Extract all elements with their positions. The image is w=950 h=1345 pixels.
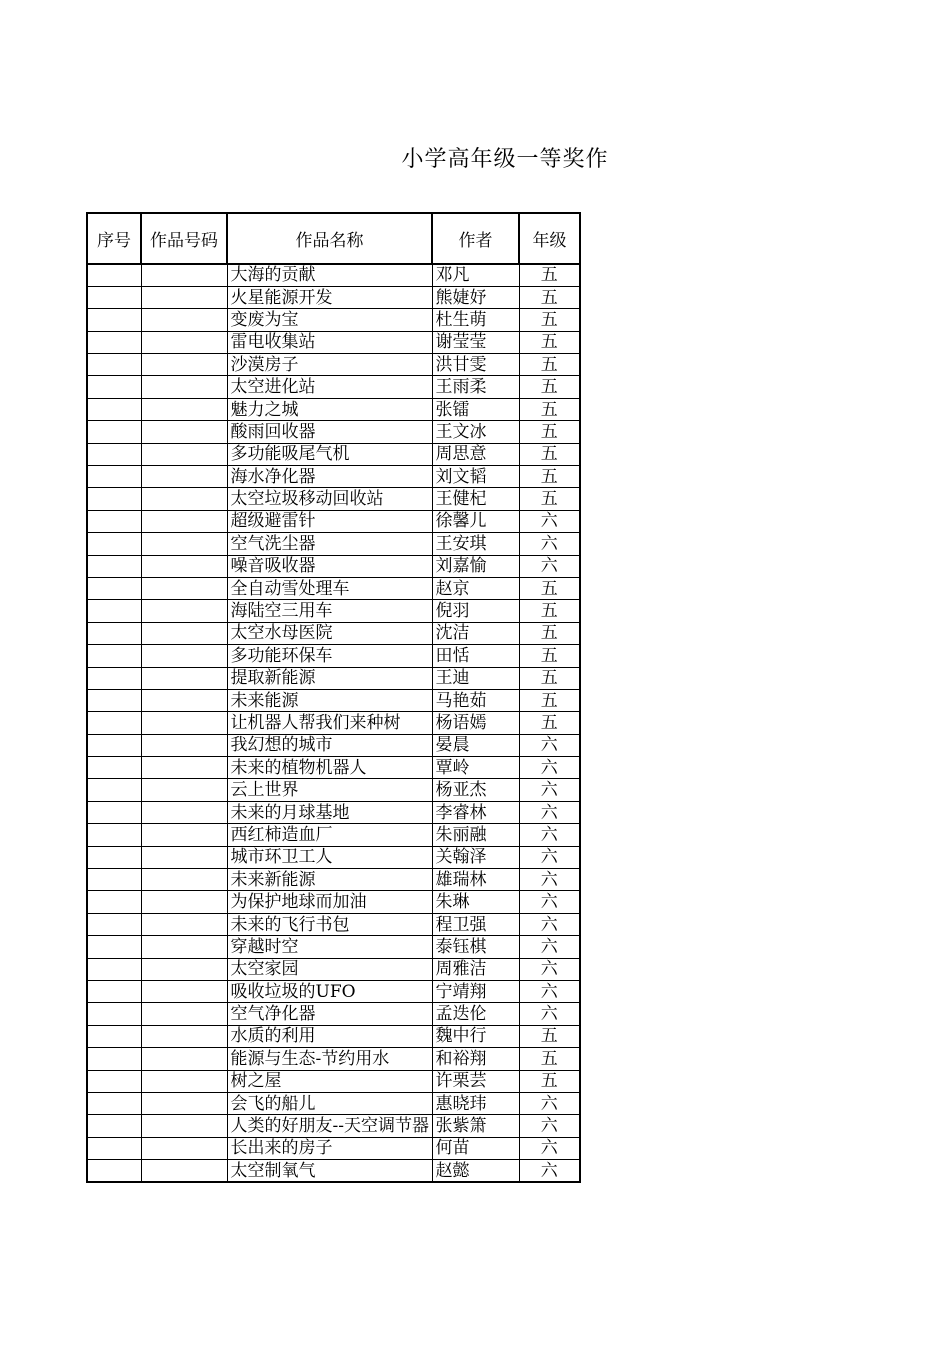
table-row	[87, 398, 580, 420]
cell-seq	[87, 869, 141, 891]
cell-code	[141, 936, 227, 958]
cell-code	[141, 577, 227, 599]
cell-grade: 六	[519, 936, 580, 958]
cell-author: 王安琪	[432, 533, 519, 555]
cell-grade: 六	[519, 757, 580, 779]
cell-code	[141, 824, 227, 846]
header-code: 作品号码	[141, 213, 227, 264]
cell-author: 马艳茹	[432, 689, 519, 711]
cell-seq	[87, 824, 141, 846]
cell-code	[141, 398, 227, 420]
cell-author: 杨亚杰	[432, 779, 519, 801]
cell-code	[141, 1048, 227, 1070]
cell-name: 太空水母医院	[227, 622, 432, 644]
cell-grade: 五	[519, 488, 580, 510]
cell-name: 未来能源	[227, 689, 432, 711]
cell-seq	[87, 466, 141, 488]
cell-code	[141, 1092, 227, 1114]
cell-seq	[87, 891, 141, 913]
cell-author: 田恬	[432, 645, 519, 667]
cell-author: 程卫强	[432, 913, 519, 935]
table-row	[87, 913, 580, 935]
cell-author: 徐馨儿	[432, 510, 519, 532]
cell-seq	[87, 600, 141, 622]
cell-name: 超级避雷针	[227, 510, 432, 532]
cell-grade: 五	[519, 421, 580, 443]
cell-author: 王迪	[432, 667, 519, 689]
table-row	[87, 331, 580, 353]
cell-author: 惠晓玮	[432, 1092, 519, 1114]
cell-seq	[87, 801, 141, 823]
cell-grade: 六	[519, 1137, 580, 1159]
table-row	[87, 600, 580, 622]
header-seq: 序号	[87, 213, 141, 264]
cell-author: 杨语嫣	[432, 712, 519, 734]
cell-seq	[87, 689, 141, 711]
cell-seq	[87, 421, 141, 443]
cell-name: 多功能吸尾气机	[227, 443, 432, 465]
cell-seq	[87, 1003, 141, 1025]
cell-name: 空气洗尘器	[227, 533, 432, 555]
cell-grade: 六	[519, 869, 580, 891]
table-row	[87, 1115, 580, 1137]
cell-seq	[87, 1160, 141, 1182]
cell-author: 泰钰棋	[432, 936, 519, 958]
cell-seq	[87, 622, 141, 644]
table-row	[87, 286, 580, 308]
cell-name: 海水净化器	[227, 466, 432, 488]
cell-name: 为保护地球而加油	[227, 891, 432, 913]
cell-name: 提取新能源	[227, 667, 432, 689]
cell-seq	[87, 645, 141, 667]
table-row	[87, 488, 580, 510]
table-row	[87, 510, 580, 532]
cell-grade: 五	[519, 600, 580, 622]
cell-author: 晏晨	[432, 734, 519, 756]
cell-code	[141, 555, 227, 577]
cell-author: 和裕翔	[432, 1048, 519, 1070]
table-row	[87, 712, 580, 734]
cell-grade: 五	[519, 443, 580, 465]
table-row	[87, 846, 580, 868]
table-row	[87, 443, 580, 465]
cell-name: 全自动雪处理车	[227, 577, 432, 599]
cell-name: 长出来的房子	[227, 1137, 432, 1159]
cell-code	[141, 1003, 227, 1025]
cell-code	[141, 757, 227, 779]
table-row	[87, 421, 580, 443]
cell-seq	[87, 264, 141, 286]
cell-name: 未来的植物机器人	[227, 757, 432, 779]
cell-author: 许栗芸	[432, 1070, 519, 1092]
cell-name: 树之屋	[227, 1070, 432, 1092]
cell-code	[141, 510, 227, 532]
cell-seq	[87, 1048, 141, 1070]
cell-author: 王雨柔	[432, 376, 519, 398]
cell-name: 我幻想的城市	[227, 734, 432, 756]
cell-grade: 六	[519, 824, 580, 846]
cell-code	[141, 958, 227, 980]
cell-name: 海陆空三用车	[227, 600, 432, 622]
table-row	[87, 689, 580, 711]
award-table	[86, 212, 581, 1183]
cell-name: 城市环卫工人	[227, 846, 432, 868]
cell-name: 让机器人帮我们来种树	[227, 712, 432, 734]
cell-grade: 六	[519, 779, 580, 801]
cell-seq	[87, 667, 141, 689]
cell-seq	[87, 488, 141, 510]
table-row	[87, 891, 580, 913]
cell-grade: 六	[519, 1115, 580, 1137]
cell-seq	[87, 555, 141, 577]
cell-seq	[87, 1092, 141, 1114]
cell-code	[141, 1137, 227, 1159]
cell-grade: 六	[519, 734, 580, 756]
cell-name: 人类的好朋友--天空调节器	[227, 1115, 432, 1137]
cell-author: 沈洁	[432, 622, 519, 644]
cell-code	[141, 712, 227, 734]
cell-code	[141, 354, 227, 376]
cell-name: 火星能源开发	[227, 286, 432, 308]
cell-code	[141, 264, 227, 286]
cell-seq	[87, 398, 141, 420]
table-row	[87, 1048, 580, 1070]
cell-name: 酸雨回收器	[227, 421, 432, 443]
cell-name: 太空垃圾移动回收站	[227, 488, 432, 510]
cell-author: 洪甘雯	[432, 354, 519, 376]
cell-grade: 五	[519, 376, 580, 398]
cell-author: 张紫箫	[432, 1115, 519, 1137]
cell-code	[141, 331, 227, 353]
cell-code	[141, 913, 227, 935]
cell-name: 沙漠房子	[227, 354, 432, 376]
table-row	[87, 1092, 580, 1114]
cell-grade: 六	[519, 846, 580, 868]
cell-code	[141, 779, 227, 801]
cell-seq	[87, 913, 141, 935]
cell-author: 朱琳	[432, 891, 519, 913]
cell-grade: 六	[519, 958, 580, 980]
cell-grade: 六	[519, 1003, 580, 1025]
table-row	[87, 1025, 580, 1047]
cell-grade: 五	[519, 309, 580, 331]
cell-grade: 五	[519, 1048, 580, 1070]
cell-name: 魅力之城	[227, 398, 432, 420]
cell-author: 宁靖翔	[432, 981, 519, 1003]
cell-grade: 五	[519, 622, 580, 644]
cell-code	[141, 488, 227, 510]
cell-grade: 六	[519, 555, 580, 577]
header-name: 作品名称	[227, 213, 432, 264]
cell-grade: 五	[519, 398, 580, 420]
cell-grade: 六	[519, 891, 580, 913]
table-row	[87, 824, 580, 846]
cell-author: 关翰泽	[432, 846, 519, 868]
cell-author: 刘文韬	[432, 466, 519, 488]
cell-code	[141, 645, 227, 667]
table-row	[87, 981, 580, 1003]
cell-name: 大海的贡献	[227, 264, 432, 286]
cell-grade: 六	[519, 801, 580, 823]
table-row	[87, 1160, 580, 1182]
cell-author: 周雅洁	[432, 958, 519, 980]
cell-author: 覃岭	[432, 757, 519, 779]
cell-name: 穿越时空	[227, 936, 432, 958]
cell-grade: 五	[519, 286, 580, 308]
cell-seq	[87, 1115, 141, 1137]
cell-grade: 六	[519, 913, 580, 935]
cell-code	[141, 622, 227, 644]
cell-grade: 五	[519, 1025, 580, 1047]
cell-author: 孟迭伦	[432, 1003, 519, 1025]
cell-seq	[87, 734, 141, 756]
cell-seq	[87, 1137, 141, 1159]
cell-grade: 六	[519, 1092, 580, 1114]
cell-code	[141, 734, 227, 756]
cell-code	[141, 667, 227, 689]
table-row	[87, 667, 580, 689]
table-row	[87, 466, 580, 488]
header-row	[87, 213, 580, 264]
cell-name: 太空制氧气	[227, 1160, 432, 1182]
cell-seq	[87, 936, 141, 958]
cell-grade: 六	[519, 1160, 580, 1182]
cell-name: 会飞的船儿	[227, 1092, 432, 1114]
cell-author: 谢莹莹	[432, 331, 519, 353]
cell-seq	[87, 331, 141, 353]
document-title: 小学高年级一等奖作	[401, 147, 609, 172]
cell-grade: 五	[519, 354, 580, 376]
cell-code	[141, 600, 227, 622]
cell-name: 云上世界	[227, 779, 432, 801]
cell-name: 未来新能源	[227, 869, 432, 891]
cell-code	[141, 1025, 227, 1047]
cell-name: 能源与生态-节约用水	[227, 1048, 432, 1070]
table-row	[87, 645, 580, 667]
cell-seq	[87, 1070, 141, 1092]
cell-author: 周思意	[432, 443, 519, 465]
cell-code	[141, 869, 227, 891]
cell-seq	[87, 443, 141, 465]
table-row	[87, 264, 580, 286]
header-author: 作者	[432, 213, 519, 264]
cell-seq	[87, 1025, 141, 1047]
cell-name: 变废为宝	[227, 309, 432, 331]
cell-name: 多功能环保车	[227, 645, 432, 667]
cell-author: 朱丽融	[432, 824, 519, 846]
cell-author: 王健杞	[432, 488, 519, 510]
cell-name: 未来的月球基地	[227, 801, 432, 823]
cell-name: 雷电收集站	[227, 331, 432, 353]
cell-name: 未来的飞行书包	[227, 913, 432, 935]
cell-author: 雄瑞林	[432, 869, 519, 891]
cell-code	[141, 891, 227, 913]
table-row	[87, 1003, 580, 1025]
cell-seq	[87, 577, 141, 599]
cell-grade: 五	[519, 645, 580, 667]
cell-code	[141, 1160, 227, 1182]
cell-seq	[87, 779, 141, 801]
cell-name: 太空家园	[227, 958, 432, 980]
cell-grade: 五	[519, 331, 580, 353]
cell-code	[141, 981, 227, 1003]
table-row	[87, 936, 580, 958]
table-body	[87, 264, 580, 1182]
cell-grade: 五	[519, 689, 580, 711]
cell-seq	[87, 757, 141, 779]
cell-grade: 五	[519, 712, 580, 734]
cell-code	[141, 1115, 227, 1137]
cell-author: 李睿林	[432, 801, 519, 823]
cell-seq	[87, 376, 141, 398]
cell-author: 刘嘉愉	[432, 555, 519, 577]
cell-name: 空气净化器	[227, 1003, 432, 1025]
cell-seq	[87, 286, 141, 308]
cell-code	[141, 286, 227, 308]
cell-code	[141, 376, 227, 398]
cell-grade: 五	[519, 466, 580, 488]
table-row	[87, 1070, 580, 1092]
cell-seq	[87, 846, 141, 868]
cell-seq	[87, 712, 141, 734]
table-row	[87, 734, 580, 756]
cell-author: 王文冰	[432, 421, 519, 443]
table-row	[87, 757, 580, 779]
cell-author: 赵懿	[432, 1160, 519, 1182]
table-row	[87, 958, 580, 980]
cell-seq	[87, 958, 141, 980]
cell-seq	[87, 354, 141, 376]
cell-name: 西红柿造血厂	[227, 824, 432, 846]
cell-author: 杜生萌	[432, 309, 519, 331]
cell-code	[141, 309, 227, 331]
table-row	[87, 309, 580, 331]
cell-author: 倪羽	[432, 600, 519, 622]
cell-name: 水质的利用	[227, 1025, 432, 1047]
cell-name: 太空进化站	[227, 376, 432, 398]
cell-code	[141, 533, 227, 555]
cell-author: 何苗	[432, 1137, 519, 1159]
cell-code	[141, 443, 227, 465]
cell-code	[141, 846, 227, 868]
cell-code	[141, 466, 227, 488]
cell-seq	[87, 510, 141, 532]
table-row	[87, 801, 580, 823]
cell-grade: 六	[519, 510, 580, 532]
cell-grade: 六	[519, 981, 580, 1003]
table-row	[87, 376, 580, 398]
cell-author: 熊婕妤	[432, 286, 519, 308]
cell-seq	[87, 309, 141, 331]
cell-code	[141, 801, 227, 823]
table-row	[87, 869, 580, 891]
cell-code	[141, 421, 227, 443]
cell-author: 赵京	[432, 577, 519, 599]
cell-grade: 五	[519, 264, 580, 286]
table-row	[87, 1137, 580, 1159]
cell-grade: 五	[519, 1070, 580, 1092]
cell-grade: 五	[519, 667, 580, 689]
cell-seq	[87, 533, 141, 555]
table-row	[87, 555, 580, 577]
table-row	[87, 577, 580, 599]
table-row	[87, 779, 580, 801]
cell-name: 噪音吸收器	[227, 555, 432, 577]
cell-author: 邓凡	[432, 264, 519, 286]
cell-code	[141, 1070, 227, 1092]
cell-grade: 六	[519, 533, 580, 555]
cell-name: 吸收垃圾的UFO	[227, 981, 432, 1003]
table-row	[87, 533, 580, 555]
cell-code	[141, 689, 227, 711]
cell-grade: 五	[519, 577, 580, 599]
table-row	[87, 354, 580, 376]
cell-seq	[87, 981, 141, 1003]
header-grade: 年级	[519, 213, 580, 264]
table-row	[87, 622, 580, 644]
cell-author: 魏中行	[432, 1025, 519, 1047]
cell-author: 张镭	[432, 398, 519, 420]
